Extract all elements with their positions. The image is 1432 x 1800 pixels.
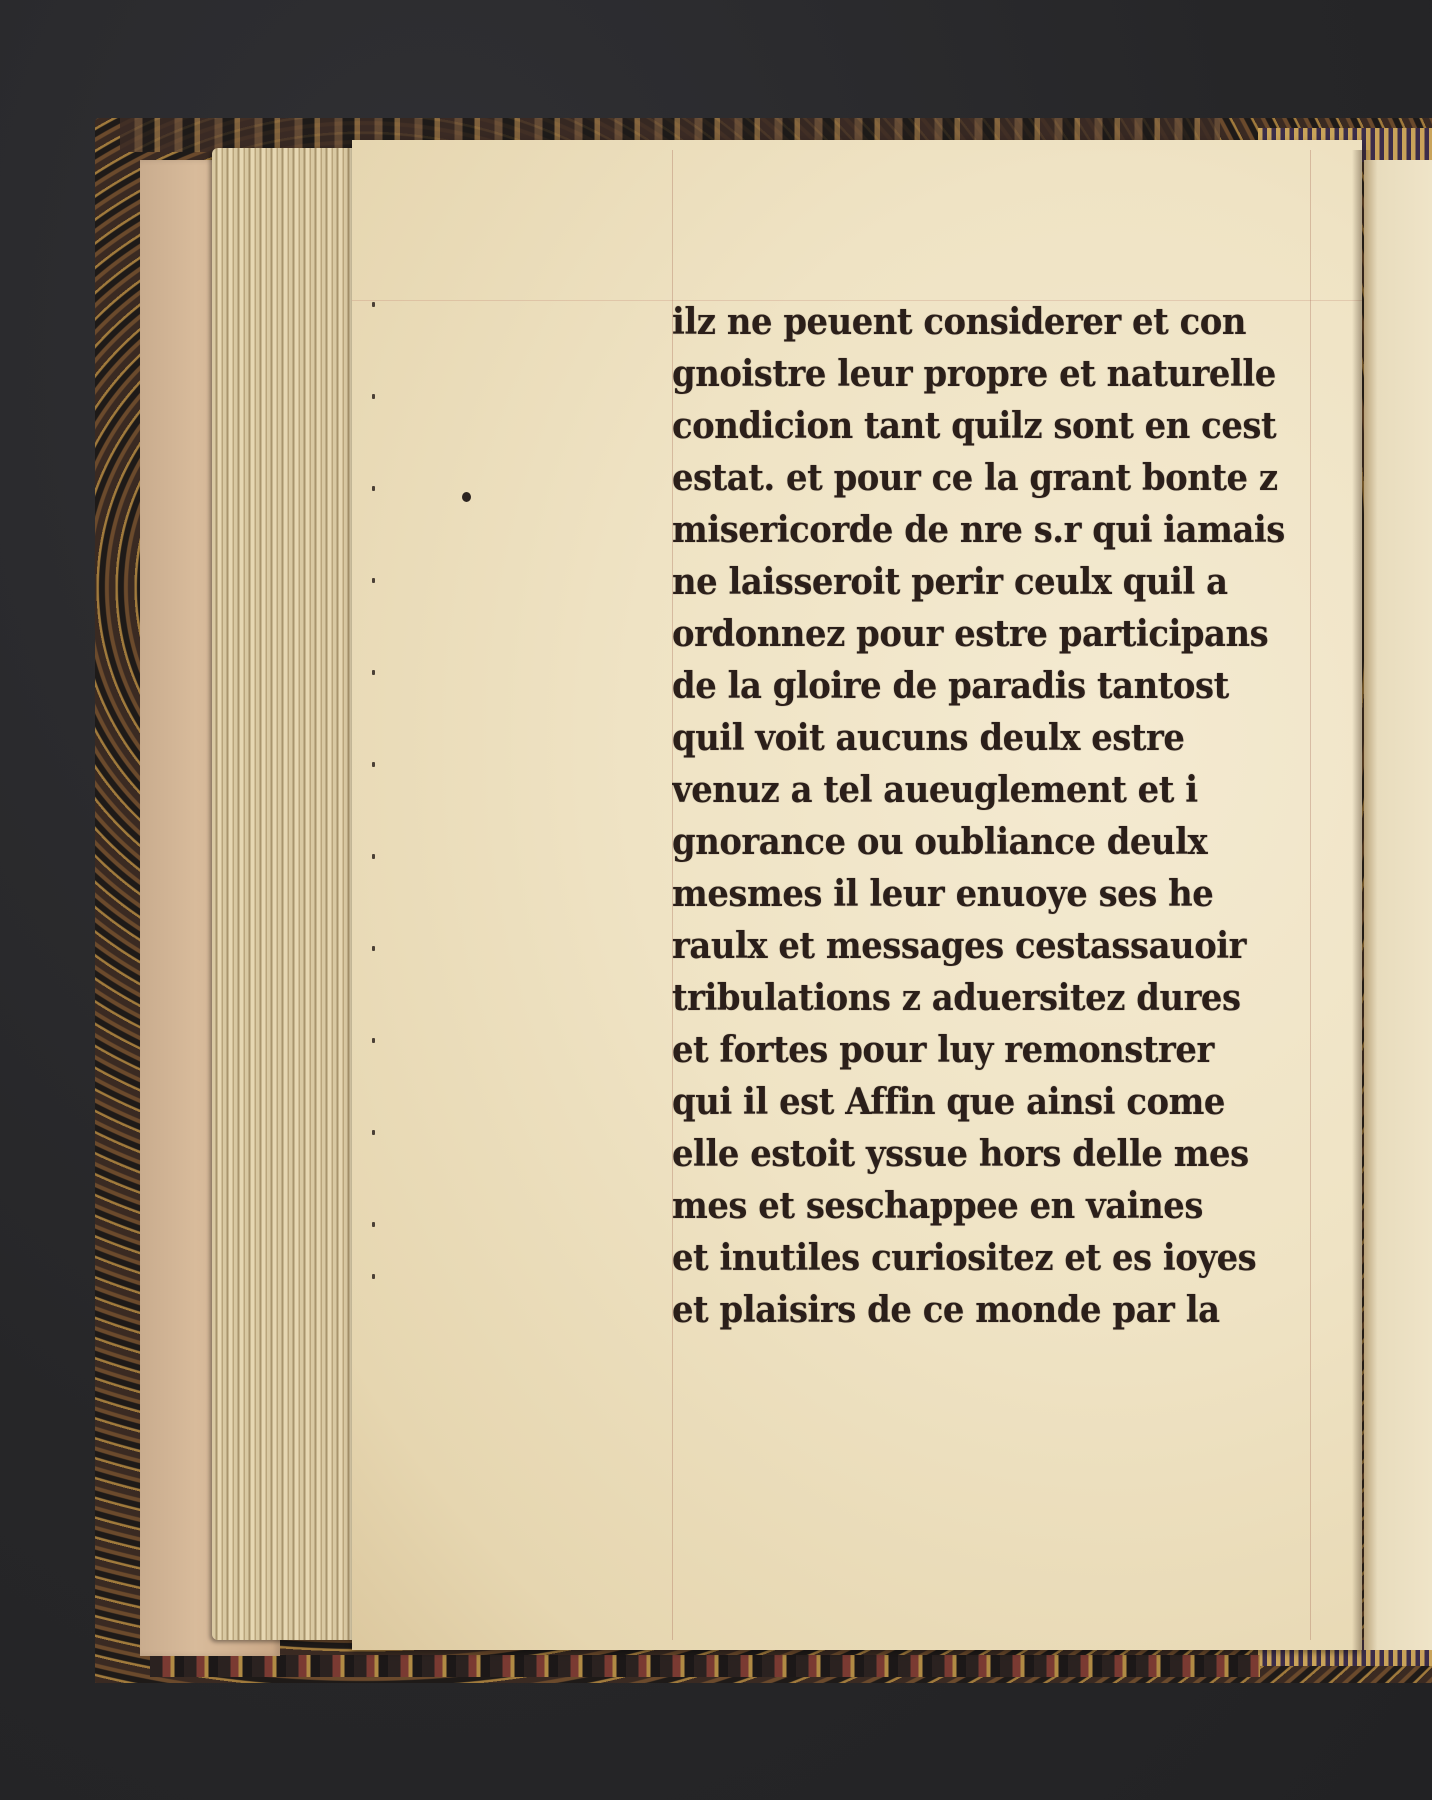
text-line: estat. et pour ce la grant bonte z <box>672 457 1278 499</box>
prick-mark <box>372 302 375 307</box>
text-line: ne laisseroit perir ceulx quil a <box>672 561 1228 603</box>
text-line: et inutiles curiositez et es ioyes <box>672 1237 1257 1279</box>
text-line: tribulations z aduersitez dures <box>672 977 1241 1019</box>
text-line: gnorance ou oubliance deulx <box>672 821 1208 863</box>
text-line: gnoistre leur propre et naturelle <box>672 353 1276 395</box>
text-line: misericorde de nre s.r qui iamais <box>672 509 1285 551</box>
text-line: et plaisirs de ce monde par la <box>672 1289 1220 1331</box>
text-line: condicion tant quilz sont en cest <box>672 405 1277 447</box>
text-line: elle estoit yssue hors delle mes <box>672 1133 1249 1175</box>
text-line: ordonnez pour estre participans <box>672 613 1269 655</box>
text-line: quil voit aucuns deulx estre <box>672 717 1185 759</box>
text-line: mesmes il leur enuoye ses he <box>672 873 1214 915</box>
prick-mark <box>372 670 375 675</box>
prick-mark <box>372 1130 375 1135</box>
facing-page <box>1364 160 1432 1650</box>
prick-mark <box>372 946 375 951</box>
prick-mark <box>372 578 375 583</box>
text-line: et fortes pour luy remonstrer <box>672 1029 1214 1071</box>
text-line: venuz a tel aueuglement et i <box>672 769 1198 811</box>
prick-mark <box>372 1038 375 1043</box>
marbled-edge-bottom <box>150 1655 1260 1677</box>
stacked-leaves <box>212 148 362 1640</box>
text-line: de la gloire de paradis tantost <box>672 665 1229 707</box>
text-line: ilz ne peuent considerer et con <box>672 301 1246 343</box>
manuscript-text-block <box>672 296 1332 1336</box>
prick-mark <box>372 1274 375 1279</box>
prick-mark <box>372 486 375 491</box>
text-line: mes et seschappee en vaines <box>672 1185 1203 1227</box>
prick-mark <box>372 762 375 767</box>
prick-mark <box>372 1222 375 1227</box>
prick-mark <box>372 854 375 859</box>
prick-mark <box>372 394 375 399</box>
ink-spot <box>462 492 471 502</box>
text-line: qui il est Affin que ainsi come <box>672 1081 1225 1123</box>
text-line: raulx et messages cestassauoir <box>672 925 1247 967</box>
